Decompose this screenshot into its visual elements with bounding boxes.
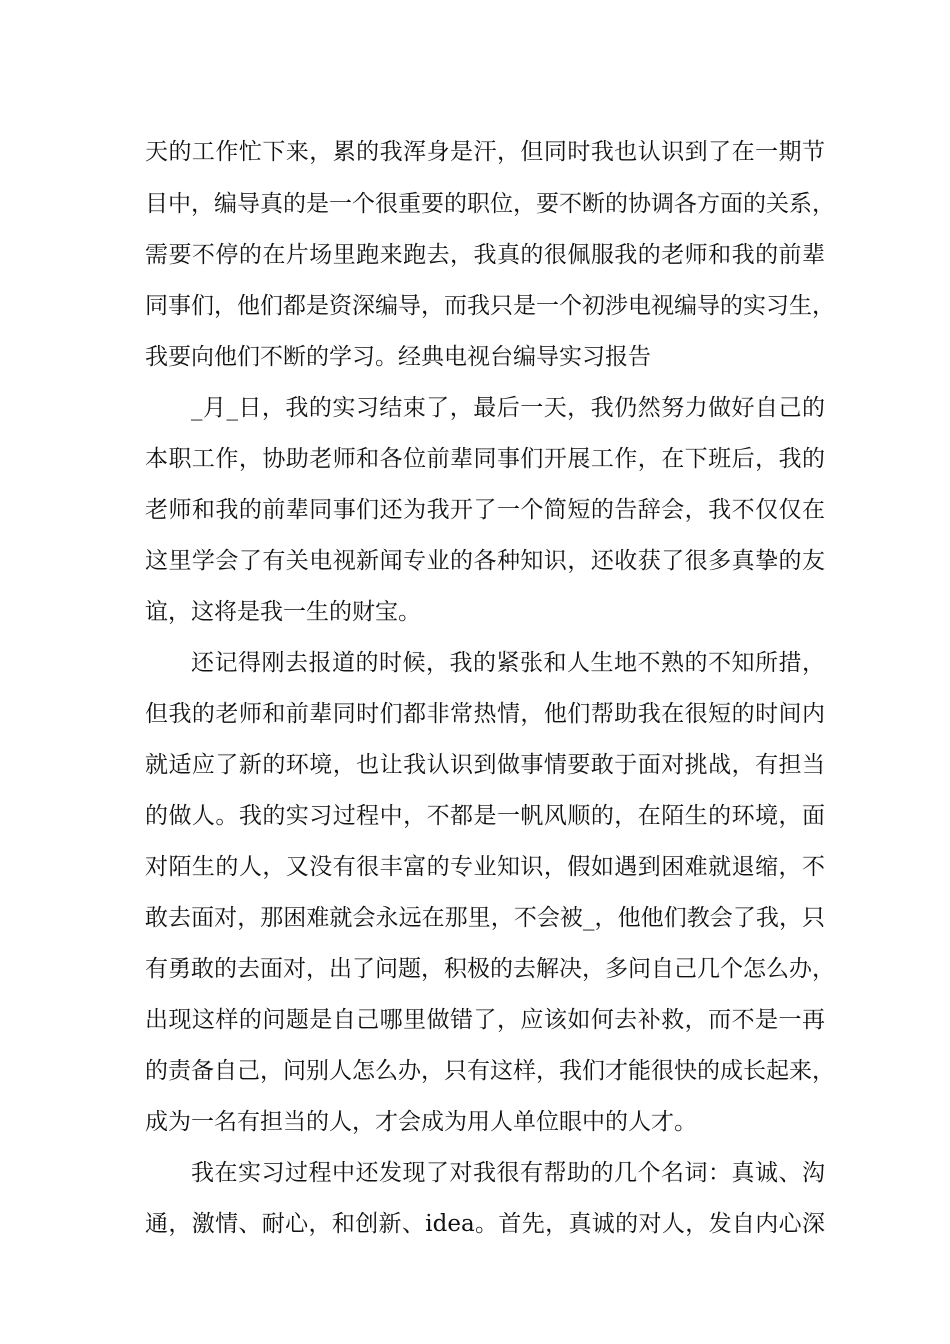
text-line: 我要向他们不断的学习。经典电视台编导实习报告: [145, 344, 651, 370]
text-line: 天的工作忙下来，累的我浑身是汗，但同时我也认识到了在一期节: [145, 139, 825, 165]
text-line: 本职工作，协助老师和各位前辈同事们开展工作，在下班后，我的: [145, 446, 825, 472]
text-line: 谊，这将是我一生的财宝。: [145, 599, 421, 625]
paragraph-first-line: _月_日，我的实习结束了，最后一天，我仍然努力做好自己的: [191, 395, 825, 421]
text-line: 对陌生的人，又没有很丰富的专业知识，假如遇到困难就退缩，不: [145, 854, 825, 880]
text-line: 出现这样的问题是自己哪里做错了，应该如何去补救，而不是一再: [145, 1007, 825, 1033]
text-line: 的责备自己，问别人怎么办，只有这样，我们才能很快的成长起来，: [145, 1058, 835, 1084]
paragraph-first-line: 还记得刚去报道的时候，我的紧张和人生地不熟的不知所措，: [191, 650, 825, 676]
text-line: 同事们，他们都是资深编导，而我只是一个初涉电视编导的实习生，: [145, 293, 835, 319]
text-line: 的做人。我的实习过程中，不都是一帆风顺的，在陌生的环境，面: [145, 803, 825, 829]
text-line: 这里学会了有关电视新闻专业的各种知识，还收获了很多真挚的友: [145, 548, 825, 574]
paragraph-first-line: 我在实习过程中还发现了对我很有帮助的几个名词：真诚、沟: [191, 1160, 825, 1186]
text-line: 成为一名有担当的人，才会成为用人单位眼中的人才。: [145, 1109, 697, 1135]
text-line: 但我的老师和前辈同时们都非常热情，他们帮助我在很短的时间内: [145, 701, 825, 727]
text-line: 通，激情、耐心，和创新、idea。首先，真诚的对人，发自内心深: [145, 1211, 825, 1237]
text-line: 敢去面对，那困难就会永远在那里，不会被_，他他们教会了我，只: [145, 905, 825, 931]
text-line: 老师和我的前辈同事们还为我开了一个简短的告辞会，我不仅仅在: [145, 497, 825, 523]
text-line: 有勇敢的去面对，出了问题，积极的去解决，多问自己几个怎么办，: [145, 956, 835, 982]
text-line: 目中，编导真的是一个很重要的职位，要不断的协调各方面的关系，: [145, 191, 835, 217]
text-line: 就适应了新的环境，也让我认识到做事情要敢于面对挑战，有担当: [145, 752, 825, 778]
text-line: 需要不停的在片场里跑来跑去，我真的很佩服我的老师和我的前辈: [145, 242, 825, 268]
